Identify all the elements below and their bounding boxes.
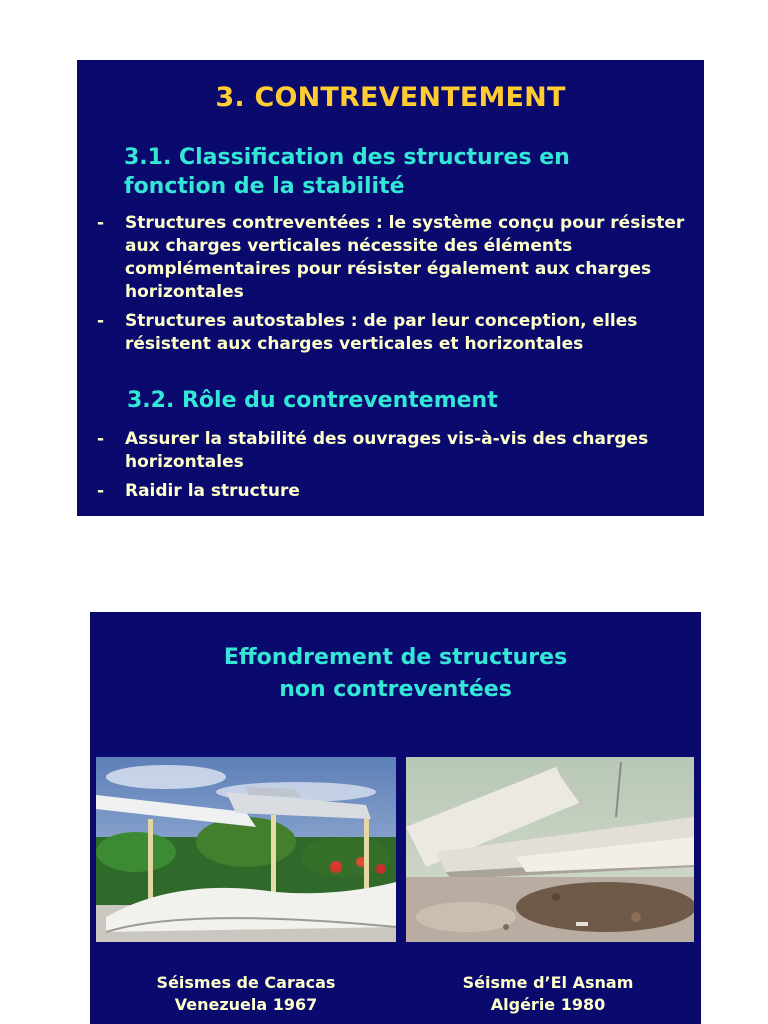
list-item — [97, 480, 697, 503]
role-bullet-list — [97, 428, 697, 509]
bullet-text: Assurer la stabilité des ouvrages vis-à-vis des charges horizontales — [125, 429, 649, 472]
slide-contreventement — [77, 60, 704, 516]
bullet-marker: - — [97, 213, 105, 233]
list-item — [97, 428, 697, 474]
list-item — [97, 310, 697, 356]
bullet-marker: - — [97, 481, 105, 501]
bullet-text: Structures autostables : de par leur conception, elles résistent aux charges verticales et horizontales — [125, 311, 638, 354]
slide-effondrement — [90, 612, 701, 1024]
section-heading-line: fonction de la stabilité — [124, 174, 405, 199]
collapse-photo-illustration — [96, 757, 396, 942]
photo-caption-el-asnam — [398, 972, 698, 1016]
caption-line: Séismes de Caracas — [156, 973, 336, 992]
bullet-marker: - — [97, 311, 105, 331]
collapse-photo-illustration — [406, 757, 694, 942]
caption-line: Séisme d’El Asnam — [462, 973, 634, 992]
section-heading-classification — [124, 143, 684, 201]
bullet-text: Raidir la structure — [125, 481, 300, 501]
bullet-text: Structures contreventées : le système conçu pour résister aux charges verticales nécessite des éléments complémentaires pour résister également aux charges horizontales — [125, 213, 685, 302]
slide-title — [90, 642, 701, 706]
caption-line: Venezuela 1967 — [174, 995, 318, 1014]
photo-el-asnam-collapse — [406, 757, 694, 942]
section-heading-role: 3.2. Rôle du contreventement — [127, 388, 498, 413]
section-heading-line: 3.1. Classification des structures en — [124, 145, 570, 170]
list-item — [97, 212, 697, 304]
slide-title-line: non contreventées — [279, 677, 512, 702]
photo-caption-caracas — [96, 972, 396, 1016]
slide-title: 3. CONTREVENTEMENT — [215, 82, 566, 113]
bullet-marker: - — [97, 429, 105, 449]
photo-caracas-collapse — [96, 757, 396, 942]
classification-bullet-list — [97, 212, 697, 362]
caption-line: Algérie 1980 — [490, 995, 606, 1014]
slide-title-line: Effondrement de structures — [223, 645, 568, 670]
